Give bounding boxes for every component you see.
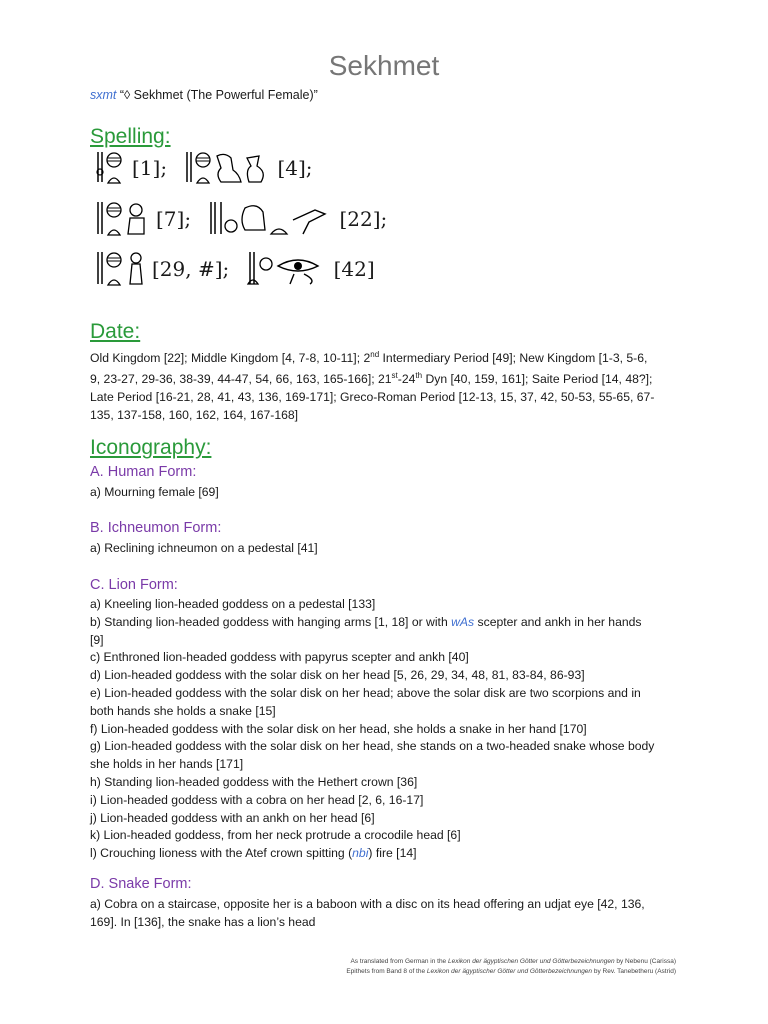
list-item-text: g) Lion-headed goddess with the solar disk on her head, she stands on a two-headed snake whose body (90, 739, 655, 754)
date-text: Intermediary Period [49]; New Kingdom [1-3, 5-6, (379, 351, 648, 366)
date-text: 135, 137-158, 160, 162, 164, 167-168] (90, 408, 299, 423)
hieroglyph-group-icon (181, 150, 273, 186)
footer-title: Lexikon der ägyptischer Götter und Götterbezeichnungen (426, 968, 593, 975)
list-item-text: she holds in her hands [171] (90, 757, 244, 772)
footer-title: Lexikon der ägyptischen Götter und Götterbezeichnungen (447, 958, 615, 965)
spelling-ref-5: [29, #]; (152, 257, 230, 281)
date-text: 9, 23-27, 29-36, 38-39, 44-47, 54, 66, 163, 165-166]; 21 (90, 372, 392, 387)
term: nbi (352, 846, 369, 861)
list-item-text: k) Lion-headed goddess, from her neck protrude a crocodile head [6] (90, 828, 461, 843)
spelling-ref-2: [4]; (277, 156, 313, 180)
spelling-row-1 (92, 150, 321, 186)
spelling-row-3 (92, 250, 383, 288)
ichneumon-form-heading: B. Ichneumon Form: (90, 520, 222, 536)
footer-credit (346, 968, 676, 975)
term: wAs (451, 614, 475, 629)
footer-text: Epithets from Band 8 of the (346, 968, 427, 975)
list-item-text: j) Lion-headed goddess with an ankh on her head [6] (90, 810, 375, 825)
footer-credit (350, 958, 676, 965)
list-item-text: ) fire [14] (368, 846, 417, 861)
list-item-text: 169]. In [136], the snake has a lion’s head (90, 914, 316, 929)
list-item-text: l) Crouching lioness with the Atef crown spitting ( (90, 846, 353, 861)
date-sup: th (415, 371, 423, 381)
spelling-ref-6: [42] (333, 257, 375, 281)
hieroglyph-group-icon (92, 200, 152, 238)
lion-form-heading: C. Lion Form: (90, 577, 178, 593)
list-item-text: e) Lion-headed goddess with the solar disk on her head; above the solar disk are two scorpions and in (90, 685, 641, 700)
list-item-text: f) Lion-headed goddess with the solar disk on her head, she holds a snake in her hand [170] (90, 721, 587, 736)
hieroglyph-group-icon (244, 250, 330, 288)
hieroglyph-group-icon (92, 150, 128, 186)
list-item-text: i) Lion-headed goddess with a cobra on her head [2, 6, 16-17] (90, 792, 424, 807)
page-title: Sekhmet (328, 50, 440, 81)
spelling-ref-3: [7]; (156, 207, 192, 231)
list-item-text: b) Standing lion-headed goddess with hanging arms [1, 18] or with (90, 614, 452, 629)
footer-text: As translated from German in the (350, 958, 448, 965)
subtitle (90, 88, 318, 102)
list-item-text: a) Cobra on a staircase, opposite her is a baboon with a disc on its head offering an udjat eye [42, 136, (90, 897, 645, 911)
date-sup: nd (370, 350, 380, 359)
list-item: a) Reclining ichneumon on a pedestal [41] (90, 541, 318, 555)
human-form-heading: A. Human Form: (90, 464, 197, 480)
hieroglyph-group-icon (205, 200, 335, 238)
spelling-ref-1: [1]; (132, 156, 168, 180)
date-sup: st (391, 371, 398, 381)
transliteration: sxmt (90, 88, 117, 102)
footer-text: by Nebenu (Carissa) (614, 958, 676, 965)
list-item-text: h) Standing lion-headed goddess with the Hethert crown [36] (90, 774, 418, 789)
date-text: Late Period [16-21, 28, 41, 43, 136, 169-171]; Greco-Roman Period [12-13, 15, 37, 42, 50-53, 55-65, 67- (90, 390, 655, 405)
hieroglyph-group-icon (92, 250, 148, 288)
list-item-text: c) Enthroned lion-headed goddess with papyrus scepter and ankh [40] (90, 650, 469, 665)
spelling-heading: Spelling: (90, 125, 171, 148)
list-item (90, 596, 680, 863)
list-item-text: [9] (90, 632, 104, 647)
iconography-heading: Iconography: (90, 436, 212, 459)
list-item-text: a) Kneeling lion-headed goddess on a pedestal [133] (90, 597, 376, 611)
list-item-text: both hands she holds a snake [15] (90, 703, 276, 718)
footer-text: by Rev. Tanebetheru (Astrid) (592, 968, 676, 975)
list-item: a) Mourning female [69] (90, 485, 219, 499)
subtitle-text: “◊ Sekhmet (The Powerful Female)” (116, 88, 318, 102)
date-heading: Date: (90, 320, 141, 343)
list-item-text: scepter and ankh in her hands (474, 614, 642, 629)
spelling-row-2 (92, 200, 395, 238)
date-text: Dyn [40, 159, 161]; Saite Period [14, 48?]; (422, 372, 653, 387)
date-text: -24 (397, 372, 416, 387)
list-item (90, 896, 680, 932)
snake-form-heading: D. Snake Form: (90, 876, 192, 892)
list-item-text: d) Lion-headed goddess with the solar disk on her head [5, 26, 29, 34, 48, 81, 83-84, 86-93] (90, 668, 585, 683)
date-paragraph (90, 346, 680, 424)
date-text: Old Kingdom [22]; Middle Kingdom [4, 7-8, 10-11]; 2 (90, 351, 371, 366)
spelling-ref-4: [22]; (339, 207, 388, 231)
